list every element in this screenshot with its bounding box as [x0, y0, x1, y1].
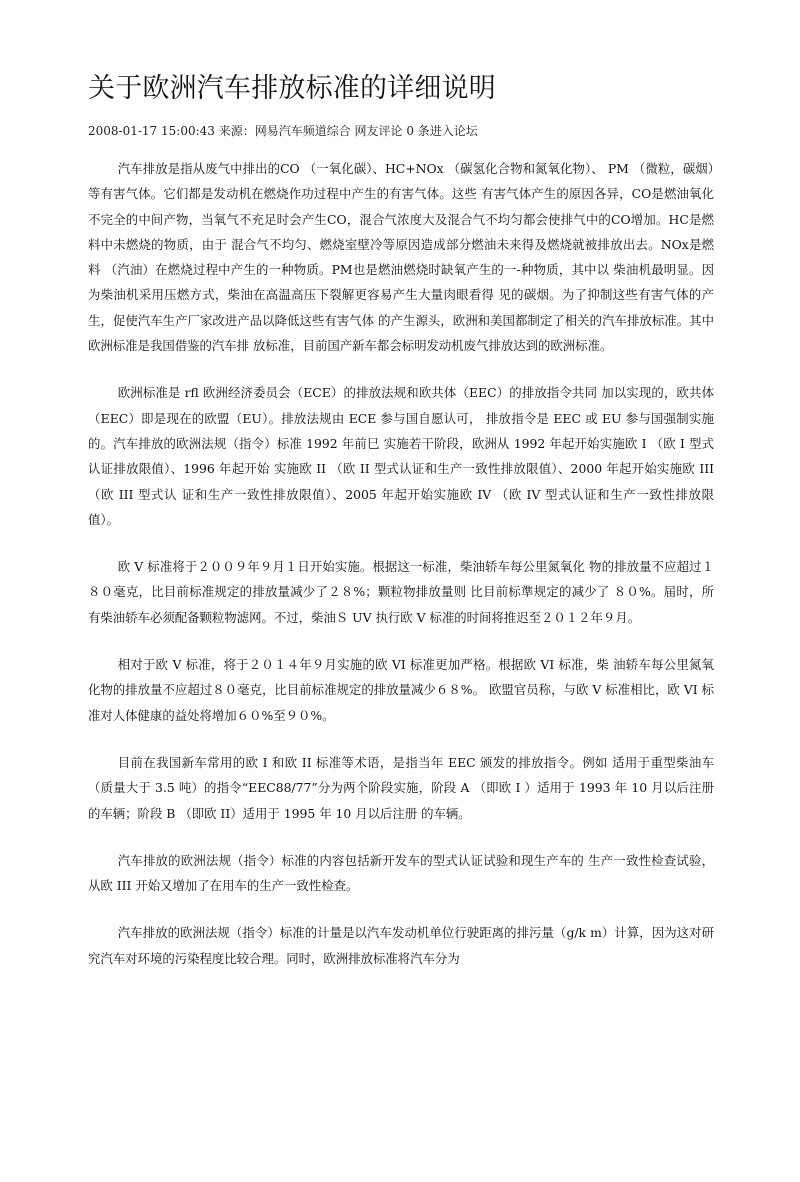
article-body [88, 156, 714, 971]
paragraph: 目前在我国新车常用的欧 I 和欧 II 标准等术语，是指当年 EEC 颁发的排放指令。例如 适用于重型柴油车（质量大于 3.5 吨）的指令“EEC88/77”分为两个阶段实施，阶段 A （即欧 I ）适用于 1993 年 10 月以后注册的车辆；阶段 B （即欧 II）适用于 1995 年 10 月以后注册 的车辆。 [88, 754, 714, 821]
article-meta: 2008-01-17 15:00:43 来源：网易汽车频道综合 网友评论 0 条进入论坛 [88, 124, 478, 138]
paragraph: 欧洲标准是 rfl 欧洲经济委员会（ECE）的排放法规和欧共体（EEC）的排放指令共同 加以实现的，欧共体（EEC）即是现在的欧盟（EU）。排放法规由 ECE 参与国自愿认可， 排放指令是 EEC 或 EU 参与国强制实施的。汽车排放的欧洲法规（指令）标准 1992 年前巳 实施若干阶段，欧洲从 1992 年起开始实施欧 I （欧 I 型式认证排放限值）、1996 年起开始 实施欧 II （欧 II 型式认证和生产一致性排放限值）、2000 年起开始实施欧 III （欧 III 型式认 证和生产一致性排放限值）、2005 年起开始实施欧 IV （欧 IV 型式认证和生产一致性排放限 值）。 [88, 385, 714, 527]
paragraph: 汽车排放的欧洲法规（指令）标准的计量是以汽车发动机单位行驶距离的排污量（g/k m）计算，因为这对研究汽车对环境的污染程度比较合理。同时，欧洲排放标准将汽车分为 [88, 925, 714, 966]
paragraph: 相对于欧 V 标准，将于２０１４年９月实施的欧 VI 标准更加严格。根据欧 VI 标准，柴 油轿车每公里氮氧化物的排放量不应超过８０毫克，比目前标准规定的排放量减少６８%。 欧盟官员称，与欧 V 标准相比，欧 VI 标准对人体健康的益处将增加６０%至９０%。 [88, 657, 714, 723]
paragraph: 汽车排放是指从废气中排出的CO （一氧化碳）、HC+NOx （碳氢化合物和氮氧化物）、 PM （微粒，碳烟）等有害气体。它们都是发动机在燃烧作功过程中产生的有害气体。这些 有害气体产生的原因各异，CO是燃油氧化不完全的中间产物，当氧气不充足时会产生CO，混合气浓度大及混合气不均匀都会使排气中的CO增加。HC是燃料中未燃烧的物质，由于 混合气不均匀、燃烧室壁冷等原因造成部分燃油未来得及燃烧就被排放出去。NOx是燃料 （汽油）在燃烧过程中产生的一种物质。PM也是燃油燃烧时缺氧产生的一-种物质，其中以 柴油机最明显。因为柴油机采用压燃方式，柴油在高温高压下裂解更容易产生大量肉眼看得 见的碳烟。为了抑制这些有害气体的产生，促使汽车生产厂家改进产品以降低这些有害气体 的产生源头，欧洲和美国都制定了相关的汽车排放标准。其中欧洲标准是我国借鉴的汽车排 放标准，目前国产新车都会标明发动机废气排放达到的欧洲标准。 [88, 161, 714, 354]
paragraph: 欧 V 标准将于２００９年９月１日开始实施。根据这一标准，柴油轿车每公里氮氧化 物的排放量不应超过１８０毫克，比目前标准规定的排放量减少了２８%；颗粒物排放量则 比目前标準规定的减少了 ８０%。届时，所有柴油轿车必须配备颗粒物滤网。不过，柴油Ｓ UV 执行欧 V 标准的时间将推迟至２０１２年９月。 [88, 559, 714, 625]
paragraph: 汽车排放的欧洲法规（指令）标准的内容包括新开发车的型式认证试验和现生产车的 生产一致性检查试验，从欧 III 开始又增加了在用车的生产一致性检查。 [88, 852, 714, 894]
article-title: 关于欧洲汽车排放标准的详细说明 [88, 73, 496, 104]
